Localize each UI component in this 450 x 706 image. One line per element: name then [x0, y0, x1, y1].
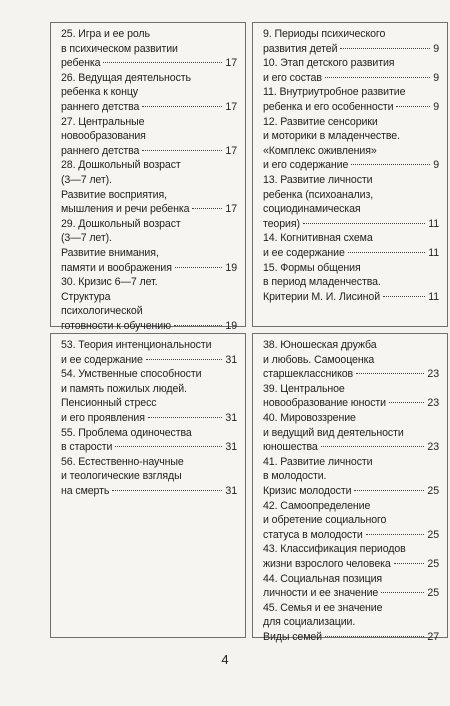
toc-entry [263, 411, 439, 455]
toc-list [263, 27, 439, 304]
toc-entry-text: и ведущий вид деятельности [263, 426, 404, 439]
toc-page-ref: 31 [225, 441, 237, 454]
toc-entry [263, 27, 439, 56]
toc-page-ref: 31 [225, 411, 237, 424]
toc-entry-line [263, 426, 439, 441]
toc-entry [263, 261, 439, 305]
toc-entry-last-line [61, 261, 237, 276]
toc-page-ref: 23 [427, 397, 439, 410]
toc-entry-last-line [263, 217, 439, 232]
toc-entry-line [61, 382, 237, 397]
toc-entry-text: «Комплекс оживления» [263, 144, 377, 157]
toc-entry [263, 338, 439, 382]
toc-entry-text: и ее содержание [263, 246, 345, 259]
toc-entry-line [263, 601, 439, 616]
toc-entry-line [263, 513, 439, 528]
toc-entry-text: (3—7 лет). [61, 173, 112, 186]
toc-page-ref: 17 [225, 57, 237, 70]
toc-entry-last-line [263, 557, 439, 572]
toc-entry-text: 53. Теория интенциональности [61, 339, 212, 351]
toc-entry-last-line [263, 246, 439, 261]
toc-entry-line [61, 275, 237, 290]
toc-page-ref: 11 [428, 290, 439, 303]
toc-entry-text: 26. Ведущая деятельность [61, 71, 191, 84]
toc-entry-last-line [61, 56, 237, 71]
toc-entry-text: 56. Естественно-научные [61, 455, 184, 468]
toc-entry [61, 367, 237, 425]
toc-entry-line [263, 173, 439, 188]
dot-leader [351, 164, 430, 165]
dot-leader [175, 267, 223, 268]
toc-entry [61, 27, 237, 71]
toc-entry-text: 42. Самоопределение [263, 499, 371, 512]
toc-page-ref: 9 [433, 42, 439, 55]
dot-leader [325, 77, 430, 78]
toc-entry-line [61, 304, 237, 319]
toc-entry-last-line [61, 353, 237, 368]
toc-page-ref: 31 [225, 484, 237, 497]
toc-entry-text: 10. Этап детского развития [263, 57, 395, 70]
toc-entry-line [61, 71, 237, 86]
toc-entry-line [263, 261, 439, 276]
toc-entry-last-line [263, 586, 439, 601]
toc-entry-text: памяти и воображения [61, 261, 172, 274]
dot-leader [142, 150, 222, 151]
toc-entry [61, 275, 237, 333]
toc-entry-text: раннего детства [61, 144, 140, 157]
page-number: 4 [221, 652, 229, 667]
dot-leader [321, 446, 425, 447]
toc-block-top-left [50, 22, 246, 332]
toc-page-ref: 11 [428, 246, 439, 259]
toc-entry-text: 55. Проблема одиночества [61, 426, 192, 439]
toc-entry-text: 14. Когнитивная схема [263, 232, 373, 245]
toc-entry-line [263, 469, 439, 484]
toc-entry [263, 601, 439, 645]
toc-entry-line [263, 231, 439, 246]
dot-leader [303, 223, 425, 224]
toc-entry-last-line [263, 396, 439, 411]
toc-entry-line [263, 56, 439, 71]
toc-entry-text: 11. Внутриутробное развитие [263, 86, 406, 99]
toc-entry-line [61, 290, 237, 305]
toc-page-ref: 11 [428, 217, 439, 230]
dot-leader [146, 359, 223, 360]
toc-entry [263, 499, 439, 543]
toc-page-ref: 19 [225, 261, 237, 274]
toc-page-ref: 27 [427, 630, 439, 643]
toc-entry-last-line [263, 528, 439, 543]
toc-entry-line [61, 217, 237, 232]
toc-entry-text: психологической [61, 305, 143, 318]
toc-entry [263, 56, 439, 85]
toc-entry-line [263, 115, 439, 130]
toc-entry-text: ребенка (психоанализ, [263, 188, 374, 201]
toc-entry-line [263, 202, 439, 217]
dot-leader [103, 62, 222, 63]
toc-entry-line [263, 572, 439, 587]
toc-page-ref: 17 [225, 144, 237, 157]
toc-entry-text: в психическом развитии [61, 42, 178, 55]
toc-entry [263, 542, 439, 571]
toc-page-ref: 17 [225, 100, 237, 113]
toc-entry-last-line [263, 484, 439, 499]
toc-entry-text: личности и ее значение [263, 587, 379, 600]
toc-entry-text: на смерть [61, 484, 110, 497]
toc-entry-text: 45. Семья и ее значение [263, 601, 383, 614]
toc-page-ref: 25 [427, 587, 439, 600]
toc-entry-line [61, 42, 237, 57]
toc-page-ref: 25 [427, 557, 439, 570]
toc-entry-text: 15. Формы общения [263, 261, 361, 274]
toc-entry-text: и ее содержание [61, 353, 143, 366]
dot-leader [383, 296, 425, 297]
toc-entry-text: и память пожилых людей. [61, 382, 187, 395]
toc-entry-last-line [263, 440, 439, 455]
toc-entry-last-line [61, 202, 237, 217]
toc-entry-line [263, 411, 439, 426]
toc-entry-text: ребенка и его особенности [263, 100, 394, 113]
toc-entry-text: 54. Умственные способности [61, 368, 202, 381]
toc-entry-line [263, 144, 439, 159]
toc-entry-line [61, 367, 237, 382]
toc-entry-line [263, 542, 439, 557]
toc-entry-text: и теологические взгляды [61, 470, 182, 483]
toc-entry-text: и его состав [263, 71, 322, 84]
dot-leader [389, 402, 424, 403]
dot-leader [325, 636, 424, 637]
toc-list [61, 338, 237, 499]
toc-entry-text: Кризис молодости [263, 484, 352, 497]
toc-entry-line [263, 188, 439, 203]
dot-leader [340, 48, 430, 49]
toc-entry-text: Пенсионный стресс [61, 397, 157, 410]
toc-entry-text: 39. Центральное [263, 382, 345, 395]
toc-entry-text: Виды семей [263, 630, 323, 643]
dot-leader [396, 106, 430, 107]
dot-leader [348, 252, 425, 253]
dot-leader [366, 534, 425, 535]
dot-leader [381, 592, 424, 593]
toc-entry [263, 455, 439, 499]
toc-entry-last-line [61, 144, 237, 159]
toc-entry [61, 426, 237, 455]
toc-entry-text: готовности к обучению [61, 319, 171, 332]
toc-entry-text: раннего детства [61, 100, 140, 113]
toc-entry-line [263, 85, 439, 100]
toc-page-ref: 9 [433, 159, 439, 172]
dot-leader [174, 325, 222, 326]
toc-entry-line [61, 129, 237, 144]
toc-entry-text: (3—7 лет). [61, 232, 112, 245]
toc-entry [61, 217, 237, 275]
toc-entry-text: 25. Игра и ее роль [61, 28, 150, 40]
toc-entry-last-line [61, 484, 237, 499]
toc-entry-text: 43. Классификация периодов [263, 543, 406, 556]
toc-entry-text: 44. Социальная позиция [263, 572, 383, 585]
toc-entry-last-line [61, 440, 237, 455]
toc-entry-text: и обретение социального [263, 514, 387, 527]
toc-entry-text: теория) [263, 217, 300, 230]
dot-leader [394, 563, 425, 564]
toc-entry-text: Развитие внимания, [61, 246, 159, 259]
dot-leader [115, 446, 222, 447]
toc-entry-last-line [263, 367, 439, 382]
toc-entry-line [263, 382, 439, 397]
toc-entry-line [61, 231, 237, 246]
toc-entry-line [263, 275, 439, 290]
toc-entry-last-line [263, 100, 439, 115]
toc-entry-text: 38. Юношеская дружба [263, 339, 377, 351]
toc-entry-text: ребенка к концу [61, 86, 138, 99]
toc-entry [61, 115, 237, 159]
toc-entry-text: 28. Дошкольный возраст [61, 159, 181, 172]
toc-entry-text: 12. Развитие сенсорики [263, 115, 378, 128]
toc-entry-line [61, 469, 237, 484]
toc-entry-text: мышления и речи ребенка [61, 203, 190, 216]
dot-leader [112, 490, 222, 491]
toc-entry-line [61, 188, 237, 203]
toc-page-ref: 23 [427, 441, 439, 454]
toc-entry-last-line [61, 100, 237, 115]
toc-entry-text: развития детей [263, 42, 338, 55]
toc-entry-text: старшеклассников [263, 368, 354, 381]
toc-entry-last-line [263, 158, 439, 173]
toc-entry-text: Структура [61, 290, 111, 303]
toc-entry-line [61, 396, 237, 411]
toc-entry [263, 231, 439, 260]
toc-entry-text: в период младенчества. [263, 276, 381, 289]
toc-entry-text: 13. Развитие личности [263, 173, 373, 186]
toc-entry-text: социодинамическая [263, 203, 361, 216]
toc-entry-line [61, 246, 237, 261]
toc-entry [263, 572, 439, 601]
toc-entry-text: жизни взрослого человека [263, 557, 391, 570]
toc-list [61, 27, 237, 333]
toc-entry-line [61, 27, 237, 42]
toc-entry-line [61, 85, 237, 100]
toc-entry-text: в молодости. [263, 470, 327, 483]
toc-entry-text: 9. Периоды психического [263, 28, 386, 40]
dot-leader [142, 106, 222, 107]
toc-entry-line [263, 129, 439, 144]
toc-entry-text: 29. Дошкольный возраст [61, 217, 181, 230]
toc-page-ref: 25 [427, 484, 439, 497]
toc-entry-text: юношества [263, 441, 318, 454]
toc-page-ref: 17 [225, 203, 237, 216]
toc-entry-text: новообразование юности [263, 397, 386, 410]
toc-entry-text: новообразования [61, 130, 146, 143]
toc-entry-line [61, 115, 237, 130]
toc-entry-line [263, 353, 439, 368]
toc-entry-line [61, 173, 237, 188]
toc-entry-text: и его содержание [263, 159, 349, 172]
toc-entry-line [263, 338, 439, 353]
toc-entry-text: 41. Развитие личности [263, 455, 373, 468]
toc-block-bottom-right [252, 333, 448, 643]
toc-entry [263, 115, 439, 173]
toc-list [263, 338, 439, 644]
toc-entry-text: Критерии М. И. Лисиной [263, 290, 381, 303]
dot-leader [148, 417, 223, 418]
toc-entry-last-line [61, 411, 237, 426]
toc-entry-last-line [263, 290, 439, 305]
toc-entry-line [61, 158, 237, 173]
toc-page-ref: 9 [433, 100, 439, 113]
toc-page-ref: 31 [225, 353, 237, 366]
toc-entry-text: 27. Центральные [61, 115, 145, 128]
toc-entry [61, 71, 237, 115]
toc-entry-line [263, 27, 439, 42]
toc-entry [263, 173, 439, 231]
toc-entry-last-line [263, 630, 439, 645]
toc-entry-text: и его проявления [61, 411, 145, 424]
toc-entry-last-line [263, 42, 439, 57]
dot-leader [192, 208, 222, 209]
toc-entry-text: статуса в молодости [263, 528, 363, 541]
toc-page-ref: 9 [433, 71, 439, 84]
toc-entry-line [61, 426, 237, 441]
toc-entry [263, 85, 439, 114]
toc-block-top-right [252, 22, 448, 327]
toc-entry [61, 338, 237, 367]
dot-leader [354, 490, 424, 491]
toc-entry-text: для социализации. [263, 616, 356, 629]
toc-entry [263, 382, 439, 411]
dot-leader [356, 373, 424, 374]
toc-page-ref: 25 [427, 528, 439, 541]
toc-entry-last-line [263, 71, 439, 86]
toc-block-bottom-left [50, 333, 246, 638]
toc-entry-text: и любовь. Самооценка [263, 353, 375, 366]
toc-entry-text: 40. Мировоззрение [263, 411, 356, 424]
toc-entry [61, 455, 237, 499]
toc-entry [61, 158, 237, 216]
toc-entry-line [61, 338, 237, 353]
toc-entry-text: и моторики в младенчестве. [263, 130, 400, 143]
toc-entry-text: ребенка [61, 57, 101, 70]
toc-entry-line [263, 499, 439, 514]
toc-entry-line [61, 455, 237, 470]
toc-entry-text: 30. Кризис 6—7 лет. [61, 276, 158, 289]
toc-entry-last-line [61, 319, 237, 334]
toc-entry-text: в старости [61, 441, 113, 454]
toc-page-ref: 19 [225, 319, 237, 332]
toc-entry-text: Развитие восприятия, [61, 188, 167, 201]
toc-entry-line [263, 615, 439, 630]
toc-page-ref: 23 [427, 368, 439, 381]
toc-entry-line [263, 455, 439, 470]
